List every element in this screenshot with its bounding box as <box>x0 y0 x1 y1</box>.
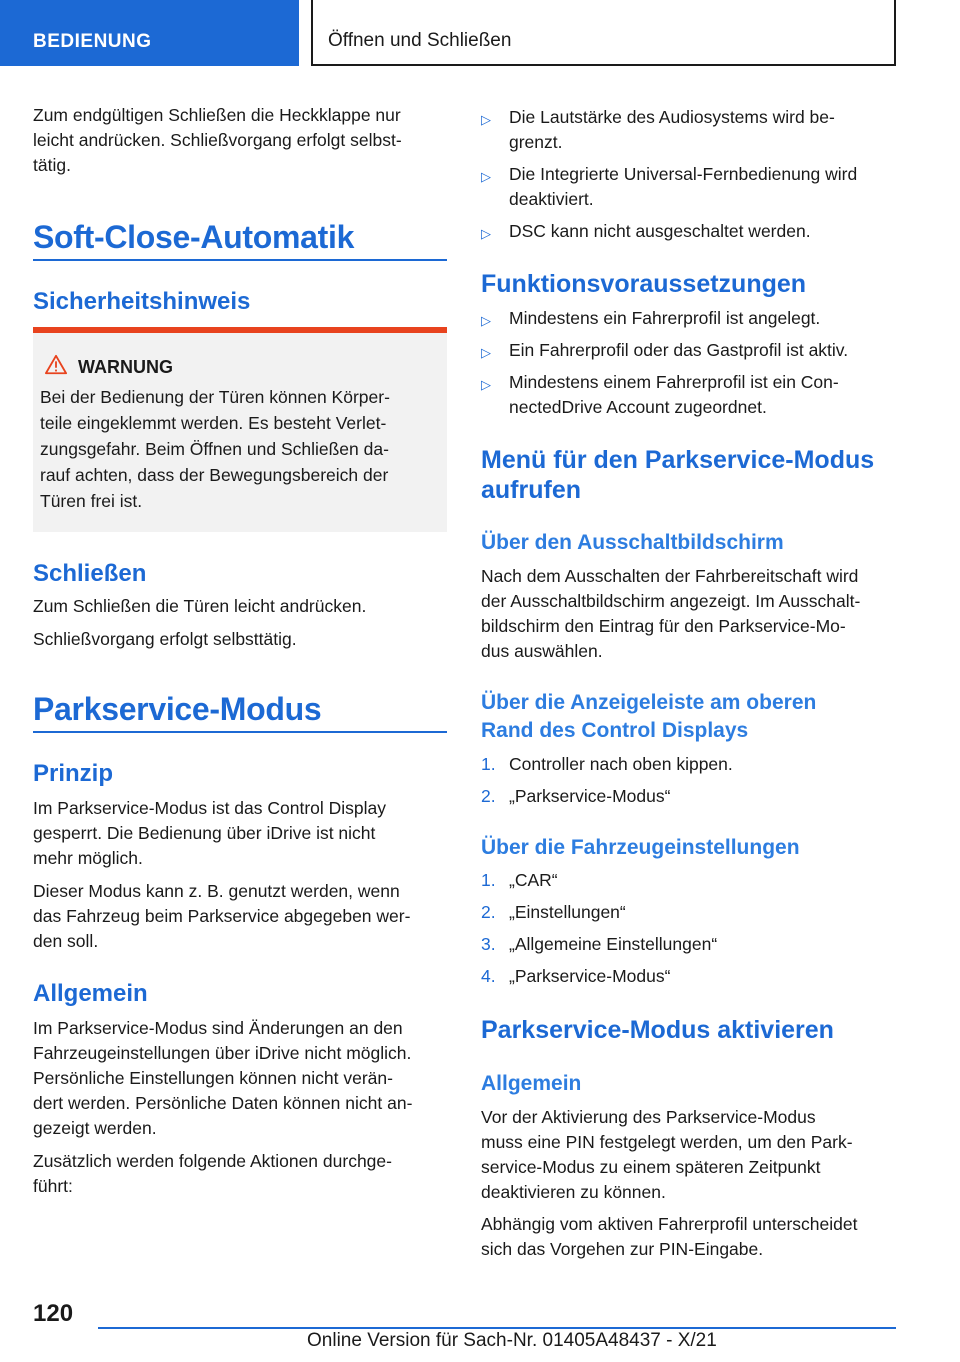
step-text: „Parkservice-Modus“ <box>509 786 671 806</box>
step-text: Controller nach oben kippen. <box>509 754 733 774</box>
intro-paragraph: Zum endgültigen Schließen die Heckklappe nur leicht andrücken. Schließvorgang erfolgt selbst- tätig. <box>33 105 402 175</box>
activate-paragraph-2: Abhängig vom aktiven Fahrerprofil unterscheidet sich das Vorgehen zur PIN-Eingabe. <box>481 1214 858 1259</box>
page-number: 120 <box>33 1300 74 1327</box>
heading-menu: Menü für den Parkservice-Modus aufrufen <box>481 446 875 504</box>
step-number: 2. <box>481 786 496 806</box>
step-number: 1. <box>481 870 496 890</box>
heading-safety: Sicherheitshinweis <box>33 288 251 315</box>
list-item-text: Die Lautstärke des Audiosystems wird be- grenzt. <box>509 107 835 152</box>
heading-parkservice: Parkservice-Modus <box>33 691 322 727</box>
bullet-triangle-icon: ▷ <box>481 377 491 392</box>
heading-offscreen: Über den Ausschaltbildschirm <box>481 531 784 554</box>
warning-triangle-icon <box>45 354 67 376</box>
heading-rule <box>33 259 447 261</box>
general-paragraph-2: Zusätzlich werden folgende Aktionen durchge- führt: <box>33 1151 392 1196</box>
list-item-text: DSC kann nicht ausgeschaltet werden. <box>509 221 811 241</box>
offscreen-paragraph: Nach dem Ausschalten der Fahrbereitschaft wird der Ausschaltbildschirm angezeigt. Im Ausschalt- bildschirm den Eintrag für den Parkservice-Mo- dus auswählen. <box>481 566 861 661</box>
chapter-box <box>311 0 896 66</box>
list-item-text: Mindestens ein Fahrerprofil ist angelegt. <box>509 308 821 328</box>
heading-close: Schließen <box>33 560 147 587</box>
activate-paragraph-1: Vor der Aktivierung des Parkservice-Modus muss eine PIN festgelegt werden, um den Park- service-Modus zu einem späteren Zeitpunkt deaktivieren zu können. <box>481 1107 853 1202</box>
bullet-triangle-icon: ▷ <box>481 313 491 328</box>
step-number: 2. <box>481 902 496 922</box>
section-label: BEDIENUNG <box>33 31 152 52</box>
bullet-triangle-icon: ▷ <box>481 112 491 127</box>
heading-principle: Prinzip <box>33 760 114 787</box>
bullet-triangle-icon: ▷ <box>481 226 491 241</box>
step-number: 1. <box>481 754 496 774</box>
heading-rule <box>33 731 447 733</box>
step-text: „Einstellungen“ <box>509 902 626 922</box>
warning-text: Bei der Bedienung der Türen können Körper- teile eingeklemmt werden. Es besteht Verlet- zungsgefahr. Beim Öffnen und Schließen da- rauf achten, dass der Bewegungsbereich der Türen frei ist. <box>40 387 390 511</box>
heading-vehicle-settings: Über die Fahrzeugeinstellungen <box>481 836 800 859</box>
principle-paragraph-2: Dieser Modus kann z. B. genutzt werden, wenn das Fahrzeug beim Parkservice abgegeben wer- den soll. <box>33 881 411 951</box>
heading-soft-close: Soft-Close-Automatik <box>33 219 355 255</box>
step-text: „CAR“ <box>509 870 558 890</box>
close-paragraph-1: Zum Schließen die Türen leicht andrücken. <box>33 596 367 616</box>
bullet-triangle-icon: ▷ <box>481 345 491 360</box>
list-item-text: Die Integrierte Universal-Fernbedienung wird deaktiviert. <box>509 164 858 209</box>
list-item-text: Mindestens einem Fahrerprofil ist ein Con- nectedDrive Account zugeordnet. <box>509 372 839 417</box>
warning-title: WARNUNG <box>78 357 173 377</box>
heading-requirements: Funktionsvoraussetzungen <box>481 270 807 298</box>
heading-general: Allgemein <box>33 980 148 1007</box>
heading-statusbar: Über die Anzeigeleiste am oberen Rand des Control Displays <box>481 691 817 742</box>
step-number: 3. <box>481 934 496 954</box>
footer-text: Online Version für Sach-Nr. 01405A48437 - X/21 <box>307 1330 717 1351</box>
step-text: „Parkservice-Modus“ <box>509 966 671 986</box>
warning-bar <box>33 327 447 333</box>
close-paragraph-2: Schließvorgang erfolgt selbsttätig. <box>33 629 297 649</box>
section-tab <box>0 0 299 66</box>
chapter-label: Öffnen und Schließen <box>328 30 512 51</box>
general-paragraph-1: Im Parkservice-Modus sind Änderungen an den Fahrzeugeinstellungen über iDrive nicht möglich. Persönliche Einstellungen können nicht verän- dert werden. Persönliche Daten können nicht an- gezeigt werden. <box>33 1018 413 1138</box>
list-item-text: Ein Fahrerprofil oder das Gastprofil ist aktiv. <box>509 340 849 360</box>
footer-rule <box>98 1327 896 1329</box>
bullet-triangle-icon: ▷ <box>481 169 491 184</box>
heading-activate: Parkservice-Modus aktivieren <box>481 1016 834 1044</box>
step-text: „Allgemeine Einstellungen“ <box>509 934 718 954</box>
step-number: 4. <box>481 966 496 986</box>
warning-box <box>33 327 447 532</box>
principle-paragraph-1: Im Parkservice-Modus ist das Control Display gesperrt. Die Bedienung über iDrive ist nicht mehr möglich. <box>33 798 387 868</box>
heading-general-right: Allgemein <box>481 1072 582 1095</box>
